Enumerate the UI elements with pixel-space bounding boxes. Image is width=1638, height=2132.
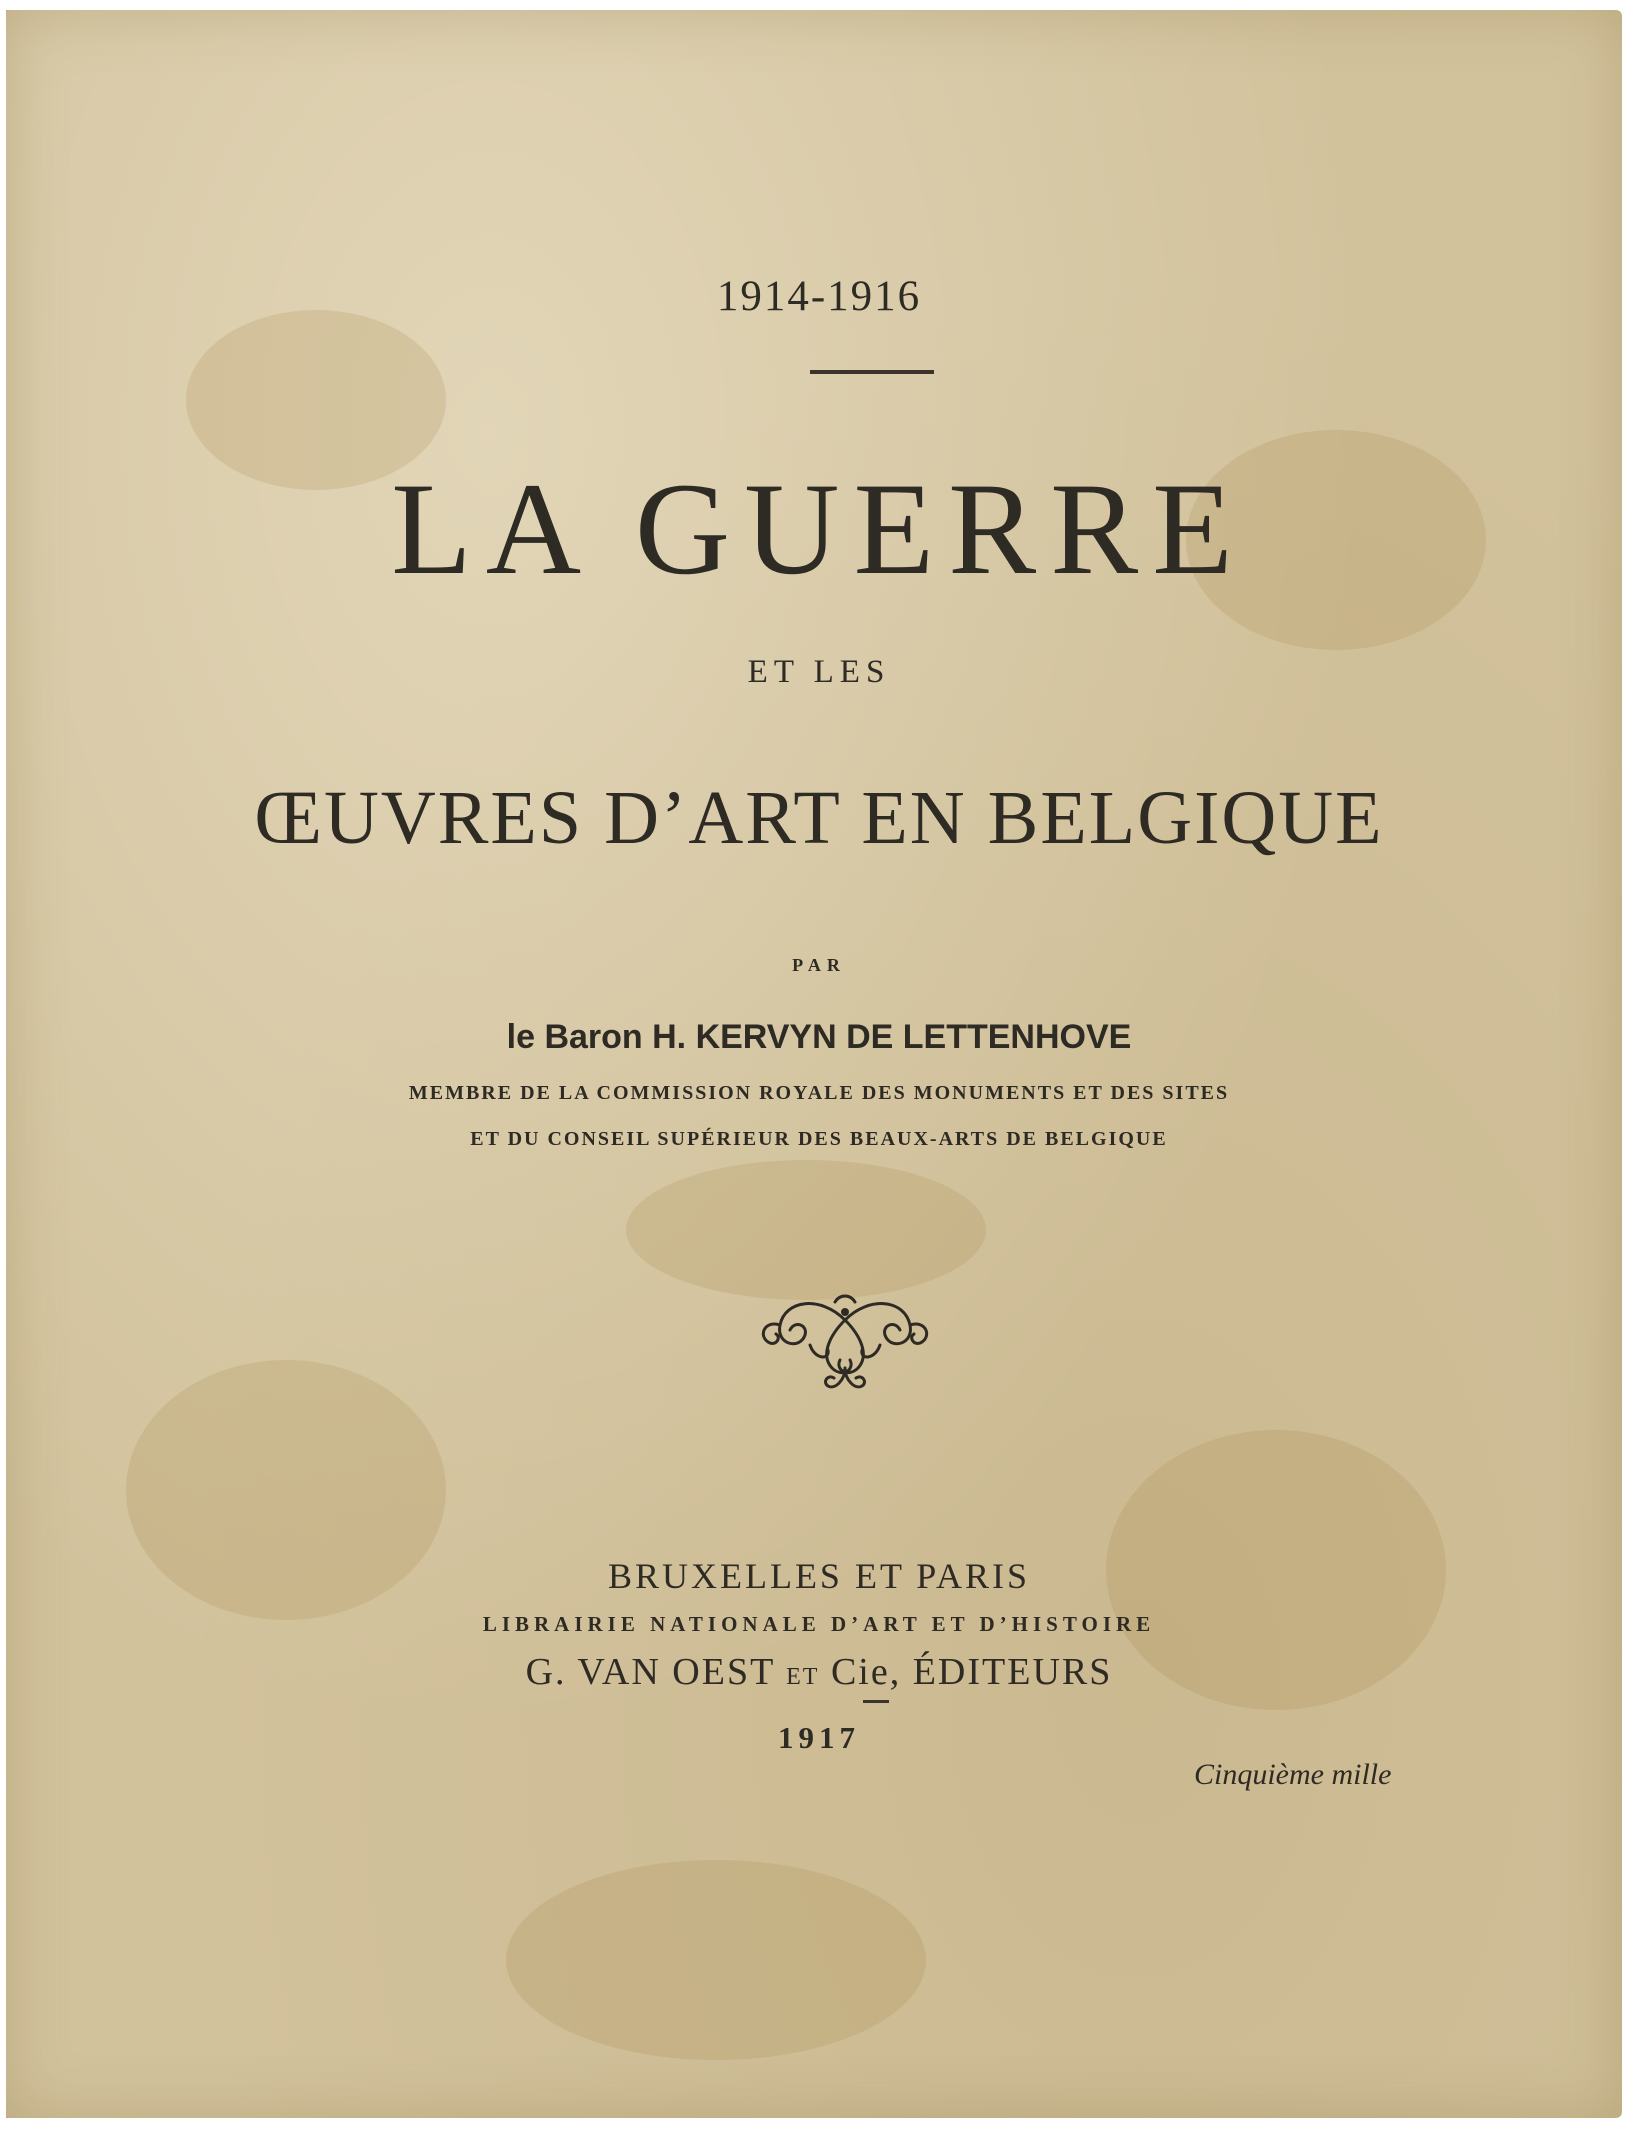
cover-conjunction: ET LES bbox=[747, 654, 891, 690]
cover-author: le Baron H. KERVYN DE LETTENHOVE bbox=[506, 1018, 1132, 1056]
title-rule bbox=[810, 370, 934, 374]
cover-subtitle: ŒUVRES D’ART EN BELGIQUE bbox=[254, 776, 1384, 860]
edition-note: Cinquième mille bbox=[1194, 1758, 1392, 1791]
cover-title: LA GUERRE bbox=[391, 455, 1247, 602]
publisher-name-rest: Cie, ÉDITEURS bbox=[830, 1651, 1113, 1693]
publisher-library: LIBRAIRIE NATIONALE D’ART ET D’HISTOIRE bbox=[482, 1612, 1156, 1636]
publisher-name-main: G. VAN OEST bbox=[525, 1651, 775, 1693]
author-membership-line2: ET DU CONSEIL SUPÉRIEUR DES BEAUX-ARTS DE BELGIQUE bbox=[470, 1128, 1168, 1150]
author-membership-line1: MEMBRE DE LA COMMISSION ROYALE DES MONUMENTS ET DES SITES bbox=[408, 1082, 1230, 1104]
foxing-stain bbox=[626, 1160, 986, 1300]
foxing-stain bbox=[506, 1860, 926, 2060]
publisher-name bbox=[0, 1650, 1638, 1694]
publication-year: 1917 bbox=[778, 1720, 860, 1755]
publisher-et: ET bbox=[786, 1664, 820, 1690]
cover-by: PAR bbox=[792, 955, 846, 975]
floral-ornament-icon bbox=[750, 1290, 940, 1400]
publication-city: BRUXELLES ET PARIS bbox=[607, 1556, 1031, 1596]
year-rule bbox=[863, 1700, 889, 1703]
book-cover bbox=[6, 10, 1622, 2118]
cover-years: 1914-1916 bbox=[716, 273, 922, 320]
